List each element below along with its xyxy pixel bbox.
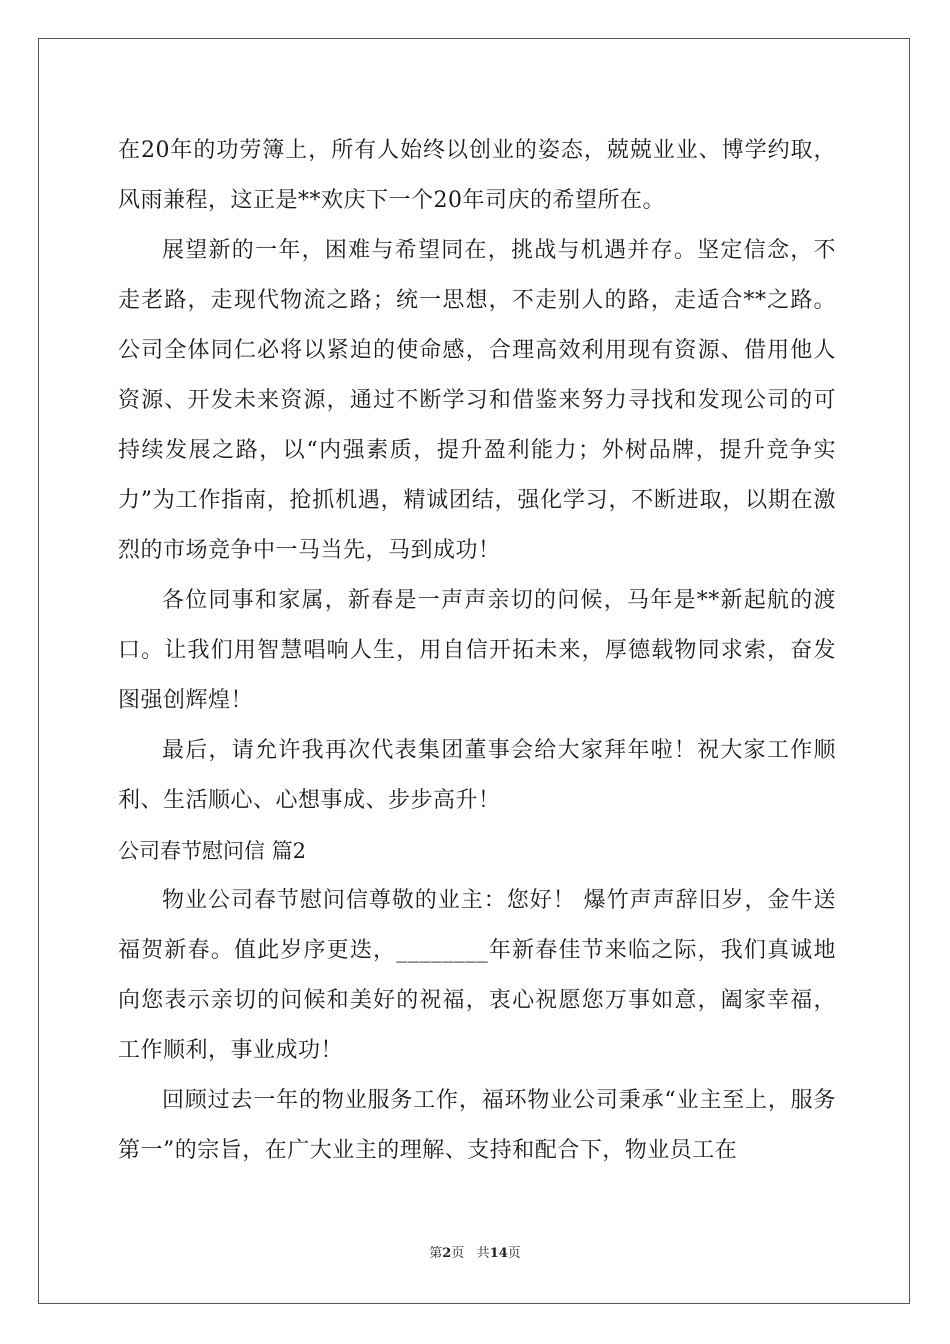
footer-total-prefix: 共 (476, 1246, 490, 1261)
footer-page-number: 2 (442, 1246, 452, 1261)
document-body (118, 126, 836, 1176)
section-heading: 公司春节慰问信 篇2 (118, 839, 307, 863)
footer-page-suffix: 页 (451, 1246, 465, 1261)
footer-total-suffix: 页 (507, 1246, 521, 1261)
paragraph-1: 在20年的功劳簿上，所有人始终以创业的姿态，兢兢业业、博学约取，风雨兼程，这正是**欢庆下一个20年司庆的希望所在。 (118, 138, 836, 213)
paragraph-3: 各位同事和家属，新春是一声声亲切的问候，马年是**新起航的渡口。让我们用智慧唱响人生，用自信开拓未来，厚德载物同求索，奋发图强创辉煌！ (118, 588, 836, 713)
paragraph-4: 最后，请允许我再次代表集团董事会给大家拜年啦！祝大家工作顺利、生活顺心、心想事成、步步高升！ (118, 738, 836, 813)
paragraph-2: 展望新的一年，困难与希望同在，挑战与机遇并存。坚定信念，不走老路，走现代物流之路；统一思想，不走别人的路，走适合**之路。公司全体同仁必将以紧迫的使命感，合理高效利用现有资源、借用他人资源、开发未来资源，通过不断学习和借鉴来努力寻找和发现公司的可持续发展之路，以“内强素质，提升盈利能力；外树品牌，提升竞争实力”为工作指南，抢抓机遇，精诚团结，强化学习，不断进取，以期在激烈的市场竞争中一马当先，马到成功！ (118, 238, 836, 563)
paragraph-5: 物业公司春节慰问信尊敬的业主：您好！ 爆竹声声辞旧岁，金牛送福贺新春。值此岁序更迭，________年新春佳节来临之际，我们真诚地向您表示亲切的问候和美好的祝福，衷心祝愿您万事如意，阖家幸福，工作顺利，事业成功！ (118, 888, 836, 1063)
paragraph-6: 回顾过去一年的物业服务工作，福环物业公司秉承“业主至上，服务第一”的宗旨，在广大业主的理解、支持和配合下，物业员工在 (118, 1088, 836, 1163)
page-footer (0, 1244, 950, 1264)
footer-prefix: 第 (429, 1246, 443, 1261)
footer-total-pages: 14 (489, 1246, 508, 1261)
